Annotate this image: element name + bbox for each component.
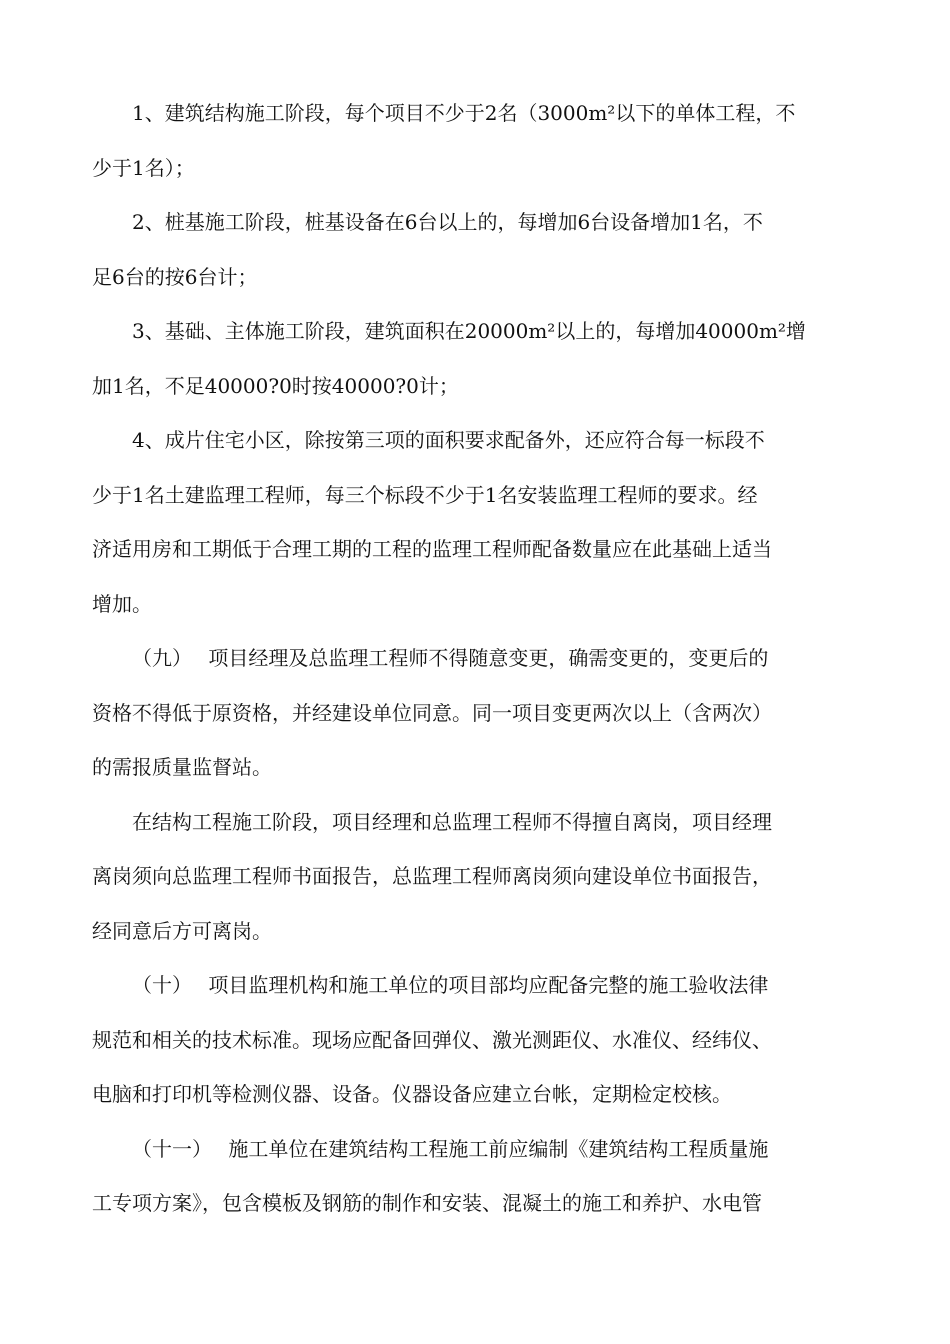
text-line: 经同意后方可离岗。 xyxy=(92,918,272,943)
text-line: （九） 项目经理及总监理工程师不得随意变更，确需变更的，变更后的 xyxy=(132,646,769,670)
text-line: 规范和相关的技术标准。现场应配备回弹仪、激光测距仪、水准仪、经纬仪、 xyxy=(92,1027,772,1052)
text-line: 电脑和打印机等检测仪器、设备。仪器设备应建立台帐，定期检定校核。 xyxy=(92,1082,732,1106)
text-line: 少于1名）； xyxy=(92,155,195,180)
text-line: 足6台的按6台计； xyxy=(92,264,258,289)
text-line: （十） 项目监理机构和施工单位的项目部均应配备完整的施工验收法律 xyxy=(132,973,769,997)
paragraph-item-4 xyxy=(92,413,862,631)
text-line: 在结构工程施工阶段，项目经理和总监理工程师不得擅自离岗，项目经理 xyxy=(132,809,772,834)
text-line: 1、建筑结构施工阶段，每个项目不少于2名（3000m²以下的单体工程，不 xyxy=(132,101,796,125)
section-ten xyxy=(92,958,862,1122)
text-line: 离岗须向总监理工程师书面报告，总监理工程师离岗须向建设单位书面报告， xyxy=(92,864,772,888)
text-line: 加1名，不足40000?0时按40000?0计； xyxy=(92,373,459,398)
text-line: 的需报质量监督站。 xyxy=(92,755,272,779)
text-line: 3、基础、主体施工阶段，建筑面积在20000m²以上的，每增加40000m²增 xyxy=(132,319,806,343)
paragraph-item-1 xyxy=(92,86,862,195)
text-line: 工专项方案》，包含模板及钢筋的制作和安装、混凝土的施工和养护、水电管 xyxy=(92,1191,762,1215)
section-nine xyxy=(92,631,862,795)
paragraph-item-2 xyxy=(92,195,862,304)
text-line: 2、桩基施工阶段，桩基设备在6台以上的，每增加6台设备增加1名，不 xyxy=(132,210,763,234)
document-page xyxy=(92,86,862,1231)
paragraph-site-departure xyxy=(92,795,862,959)
paragraph-item-3 xyxy=(92,304,862,413)
text-line: 4、成片住宅小区，除按第三项的面积要求配备外，还应符合每一标段不 xyxy=(132,428,765,452)
text-line: 增加。 xyxy=(92,591,152,616)
text-line: 少于1名土建监理工程师，每三个标段不少于1名安装监理工程师的要求。经 xyxy=(92,482,758,507)
text-line: 资格不得低于原资格，并经建设单位同意。同一项目变更两次以上（含两次） xyxy=(92,700,772,725)
text-line: 济适用房和工期低于合理工期的工程的监理工程师配备数量应在此基础上适当 xyxy=(92,537,772,561)
section-eleven xyxy=(92,1122,862,1231)
text-line: （十一） 施工单位在建筑结构工程施工前应编制《建筑结构工程质量施 xyxy=(132,1136,769,1161)
